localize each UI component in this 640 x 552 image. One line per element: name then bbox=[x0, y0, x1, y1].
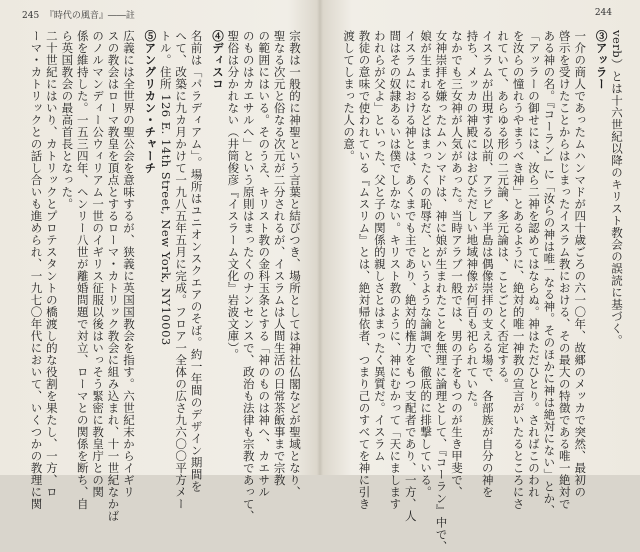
text-line: れていて、あらゆる形の二元論、多元論は、ことごとく否定する。 bbox=[496, 30, 511, 390]
text-line: を汝らの憧れうやまうべき神」とあるように、絶対的唯一神教の宣言がいたるところにさ bbox=[511, 30, 526, 510]
left-page-body bbox=[16, 30, 302, 522]
section-heading-anglican-church: ⑤アングリカン・チャーチ bbox=[143, 30, 158, 174]
text-line: 二十世紀にはいり、カトリックとプロテスタントの橋渡し的な役割を果たし、一方、ロ bbox=[44, 30, 59, 498]
text-line: 間はその奴隷あるいは僕でしかない。キリスト教のように、神にむかって「天にまします bbox=[388, 30, 403, 510]
text-line: われらが父よ」といった、父と子の関係的親しさとはまったく異質だ。イスラム bbox=[372, 30, 387, 462]
running-title: 『時代の風音』――註 bbox=[44, 11, 135, 21]
right-page-header bbox=[595, 8, 612, 18]
text-line: のノルマンディー公ウィリアム一世のイギリス征服以後はいっそう緊密に教皇庁との関 bbox=[91, 30, 106, 498]
section-heading-allah: ③アッラー bbox=[594, 30, 609, 90]
text-line: なかでも三女神が人気があった。当時アラブ一般では、男の子をもつのが生き甲斐で、 bbox=[449, 30, 464, 498]
right-page-body bbox=[334, 30, 624, 552]
text-line: 聖俗は分かれない（井筒俊彦『イスラーム文化』岩波文庫）。 bbox=[226, 30, 241, 361]
text-line: 宗教は一般的に神聖という言葉と結びつき、場所としては神社仏閣などが聖域となり、 bbox=[288, 30, 302, 498]
text-line: の範囲にはいる。そのうえ、キリスト教の金科玉条とする「神のものは神へ、カエサル bbox=[257, 30, 272, 498]
text-line: 啓示を受けたことからはじまったイスラム教における、その最大の特徴である唯一絶対で bbox=[557, 30, 572, 510]
text-line: 「アッラーの御せには、汝ら二神を認めてはならぬ。神はただひとり。さればこのわれ bbox=[526, 30, 541, 498]
text-line: ら英国教会の最高首長となった。 bbox=[60, 30, 75, 210]
text-line: イスラムが出現する以前、アラビア半島は偶像崇拝の支える場で、各部族が自分の神を bbox=[480, 30, 495, 498]
text-line: トル。住所 126 E. 14th Street, New York, NY10003 bbox=[158, 30, 173, 346]
text-line: スの教会はローマ教皇を頂点とするローマ・カトリック教会に組み込まれ、十一世紀なかば bbox=[106, 30, 121, 522]
text-line: 娘が生まれるなどはまったくの恥辱だ、というような論調で、徹底的に排撃している。 bbox=[419, 30, 434, 498]
text-line: 一介の商人であったムハンマドが四十歳ごろの六一〇年、故郷のメッカで突然、最初の bbox=[573, 30, 588, 498]
text-line: ーマ・カトリックとの話し合いも進められ、一九七〇年代において、いくつかの教理に関 bbox=[29, 30, 44, 510]
section-heading-disco: ④ディスコ bbox=[210, 30, 225, 90]
text-line: ある神の名。『コーラン』に「汝らの神は唯一なる神。そのほかに神は絶対にない」とか、 bbox=[542, 30, 557, 517]
text-line: へて、改築に九カ月かけて一九八五年五月に完成。フロア一全体の広さ九六〇〇平方メー bbox=[174, 30, 189, 510]
text-line: 持ち、メッカの神殿にはおびただしい地域神像が何百も祀られていた。 bbox=[465, 30, 480, 414]
text-line: 女神崇拝を嫌ったムハンマドは、神に娘が生まれたことを無理に論理として、『コーラン』中で、 bbox=[434, 30, 449, 552]
left-page-header bbox=[22, 8, 135, 21]
text-line: 聖なる次元と俗なる次元が二分されるが、イスラムは人間生活の日常茶飯事まで宗教 bbox=[272, 30, 287, 486]
text-line: 渡してしまった人の意。 bbox=[342, 30, 357, 162]
text-line: 係を維持した。一五三四年、ヘンリー八世が離婚問題で対立、ローマとの関係を断ち、自 bbox=[75, 30, 90, 510]
text-line: のものはカエサルへ」という原則はまったくのナンセンスで、政治も法律も宗教であって、 bbox=[241, 30, 256, 522]
text-line: イスラムにおける神とは、あくまでも主であり、絶対的権力をもつ支配者であり、一方、人 bbox=[403, 30, 418, 522]
left-page-number: 245 bbox=[22, 11, 40, 21]
right-page bbox=[320, 0, 640, 552]
text-line: 広義には全世界の聖公会を意味するが、狭義に英国国教会を指す。六世紀末からイギリ bbox=[121, 30, 136, 498]
left-page bbox=[0, 0, 320, 522]
text-line: 教徒の意味で使われている『ムスリム』とは、絶対帰依者、つまり己のすべてを神に引き bbox=[357, 30, 372, 510]
text-line: verb）とは十六世紀以降のキリスト教会の誤読に基づく。 bbox=[610, 30, 624, 347]
right-page-number: 244 bbox=[594, 8, 612, 18]
text-line: 名前は「パラディアム」。場所はユニオンスクエアのそば。約一年間のデザイン期間を bbox=[189, 30, 204, 493]
